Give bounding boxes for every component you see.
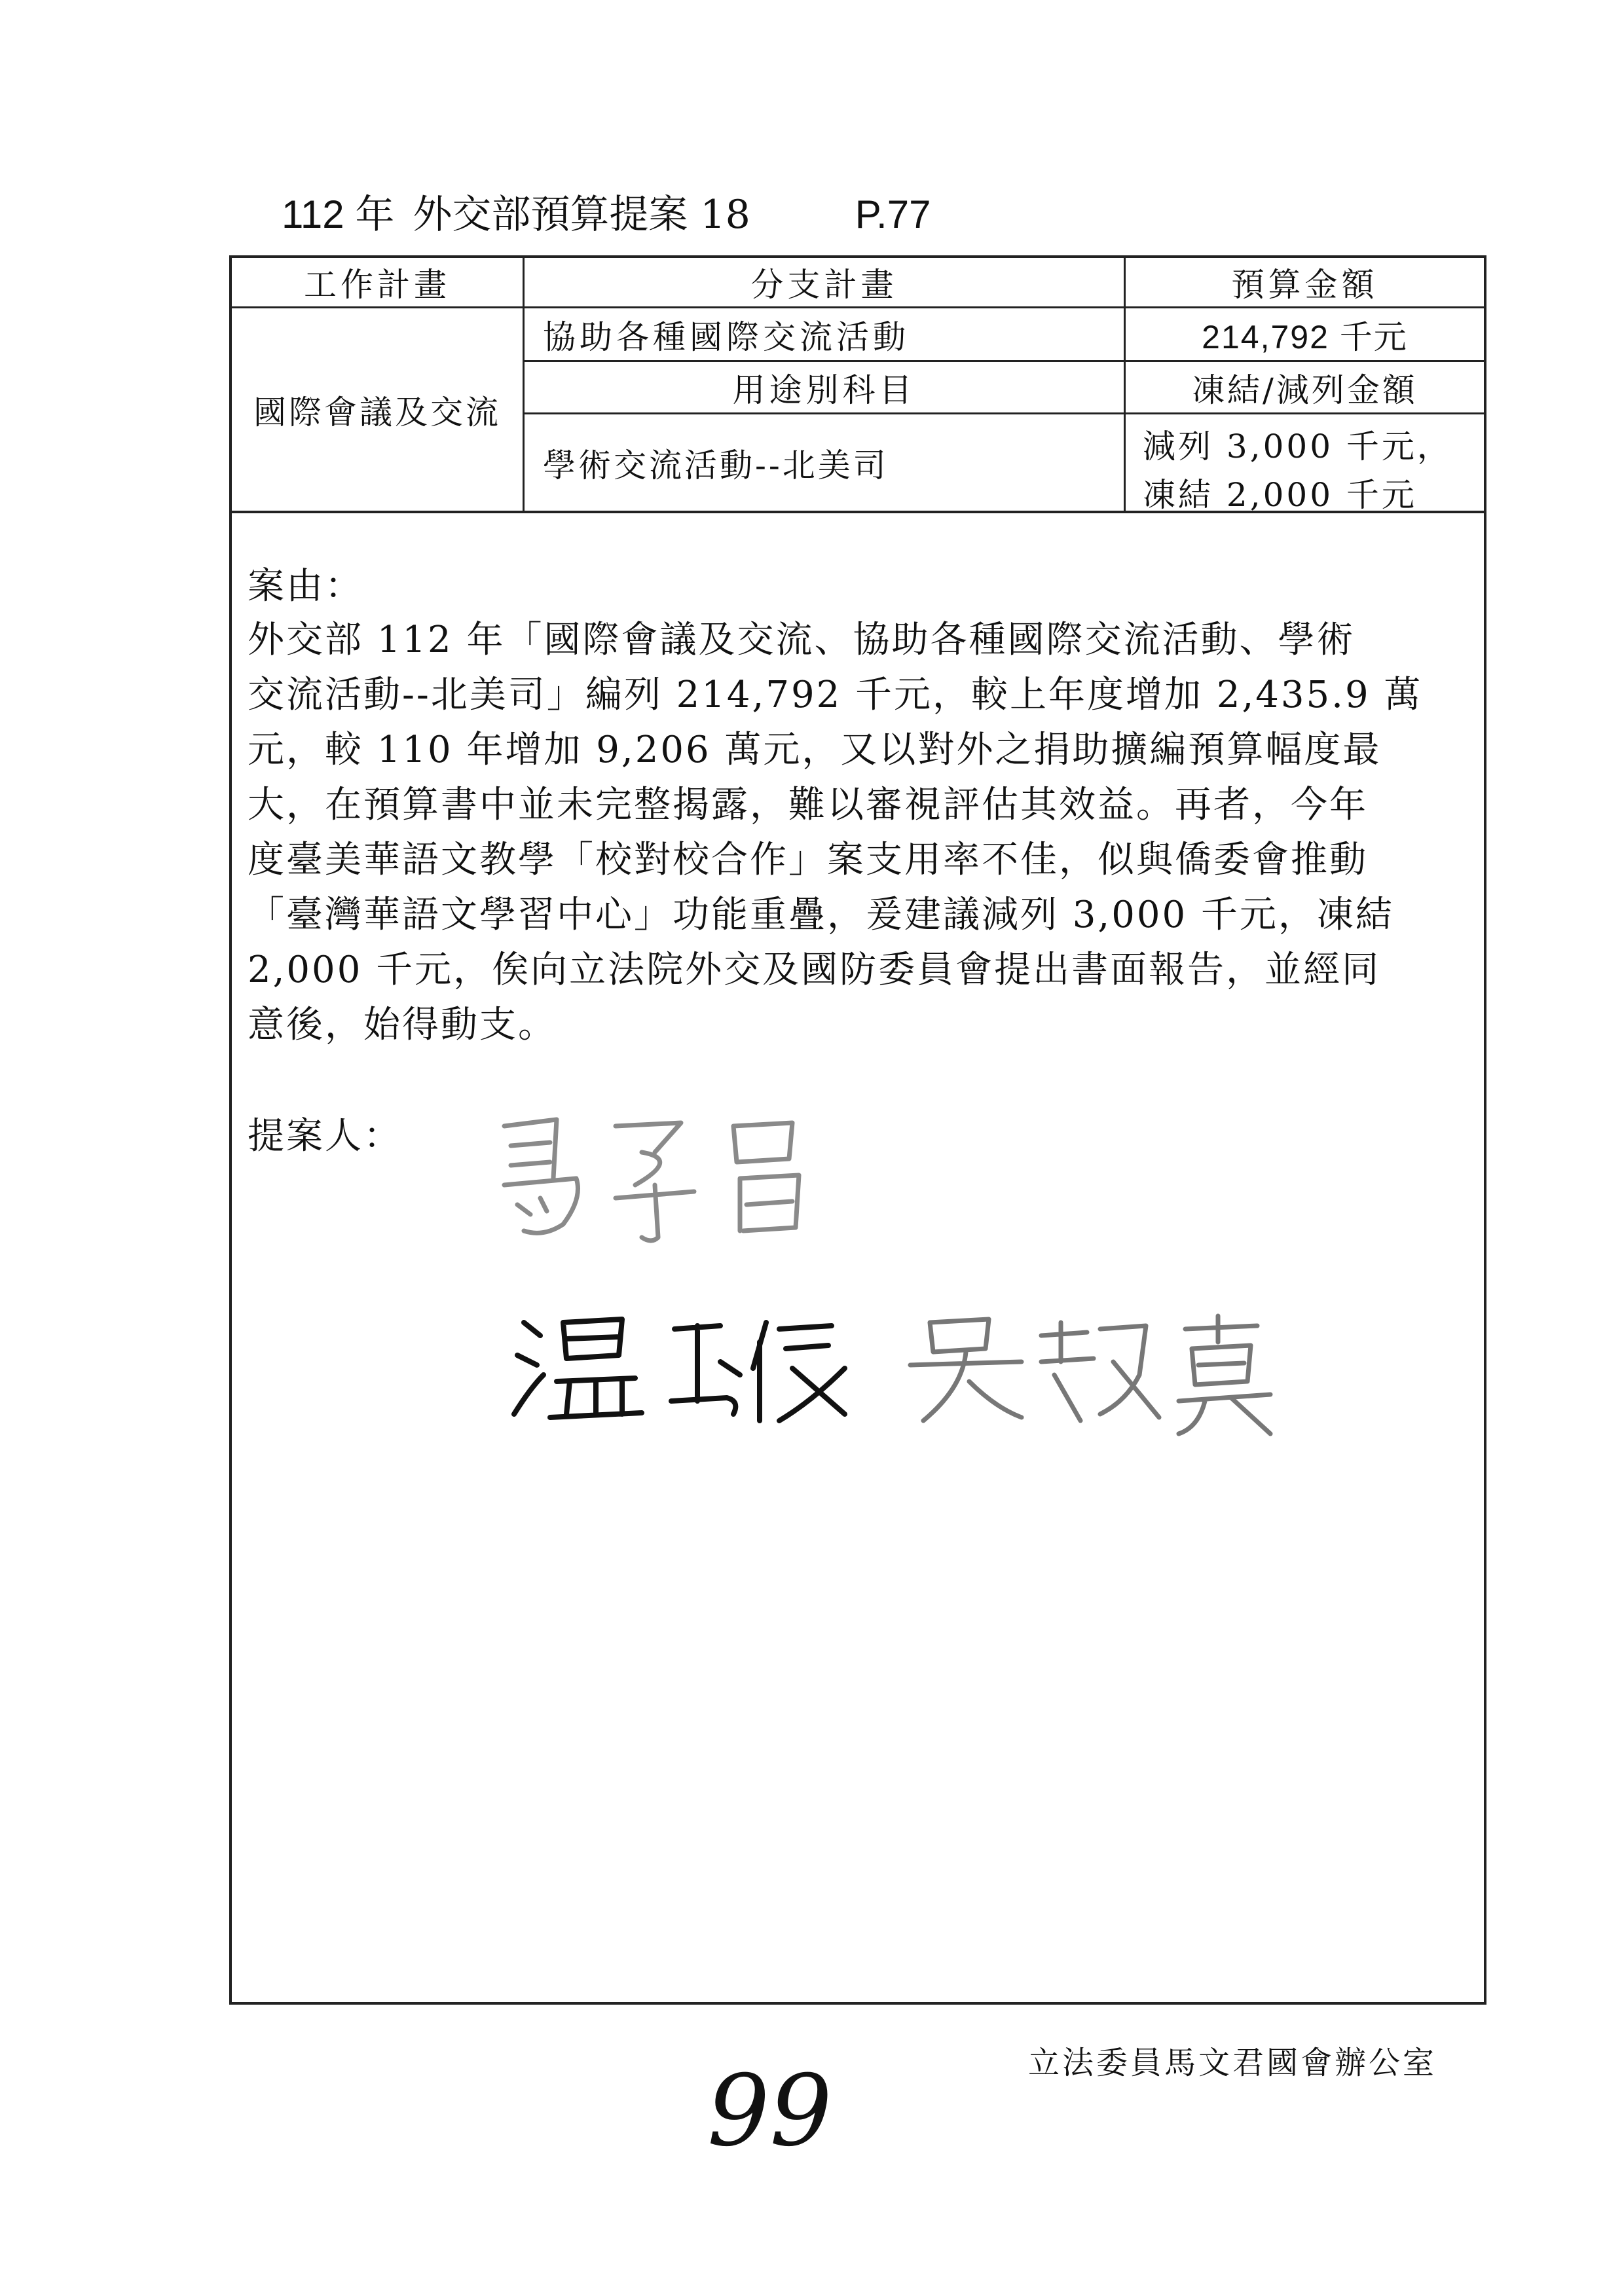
- proposer-label: 提案人：: [248, 1115, 402, 1157]
- title-page-ref: P.77: [855, 192, 931, 236]
- usage-header-cell: 用途別科目: [732, 371, 916, 409]
- header-sub-plan: 分支計畫: [750, 266, 898, 304]
- reduce-freeze-cell: [1143, 422, 1452, 519]
- reason-line-2: 交流活動--北美司」編列 214,792 千元，較上年度增加 2,435.9 萬: [248, 674, 1423, 716]
- freeze-amount: 凍結 2,000 千元: [1143, 476, 1417, 514]
- frame-bottom-border: [229, 2002, 1486, 2005]
- header-work-plan: 工作計畫: [304, 266, 451, 304]
- freeze-header-cell: 凍結/減列金額: [1192, 371, 1418, 409]
- reason-line-8: 意後，始得動支。: [248, 1004, 557, 1046]
- title-year: 112 年: [282, 192, 395, 236]
- reason-label: 案由：: [248, 565, 363, 608]
- signature-2: [504, 1303, 871, 1434]
- usage-item-cell: 學術交流活動--北美司: [543, 446, 889, 484]
- reduce-amount: 減列 3,000 千元，: [1143, 428, 1452, 465]
- reason-line-4: 大，在預算書中並未完整揭露，難以審視評估其效益。再者，今年: [248, 784, 1368, 826]
- reason-line-6: 「臺灣華語文學習中心」功能重疊，爰建議減列 3,000 千元，凍結: [248, 894, 1394, 936]
- header-budget: 預算金額: [1231, 266, 1378, 304]
- work-plan-cell: 國際會議及交流: [253, 393, 501, 431]
- reason-line-5: 度臺美華語文教學「校對校合作」案支用率不佳，似與僑委會推動: [248, 839, 1368, 881]
- office-name: 立法委員馬文君國會辦公室: [1028, 2045, 1437, 2081]
- budget-amount-cell: 214,792 千元: [1202, 318, 1408, 355]
- handwritten-page-number: 99: [707, 2054, 832, 2168]
- frame-right-border: [1484, 255, 1486, 2005]
- reason-line-1: 外交部 112 年「國際會議及交流、協助各種國際交流活動、學術: [248, 619, 1356, 661]
- signature-1: [485, 1100, 825, 1257]
- frame-left-border: [229, 255, 232, 2005]
- title-text: 外交部預算提案 18: [413, 192, 750, 238]
- reason-line-3: 元，較 110 年增加 9,206 萬元，又以對外之捐助擴編預算幅度最: [248, 729, 1382, 771]
- signature-3: [904, 1303, 1297, 1440]
- sub-plan-cell: 協助各種國際交流活動: [543, 318, 910, 356]
- document-title: [282, 192, 931, 238]
- reason-line-7: 2,000 千元，俟向立法院外交及國防委員會提出書面報告，並經同: [248, 949, 1381, 991]
